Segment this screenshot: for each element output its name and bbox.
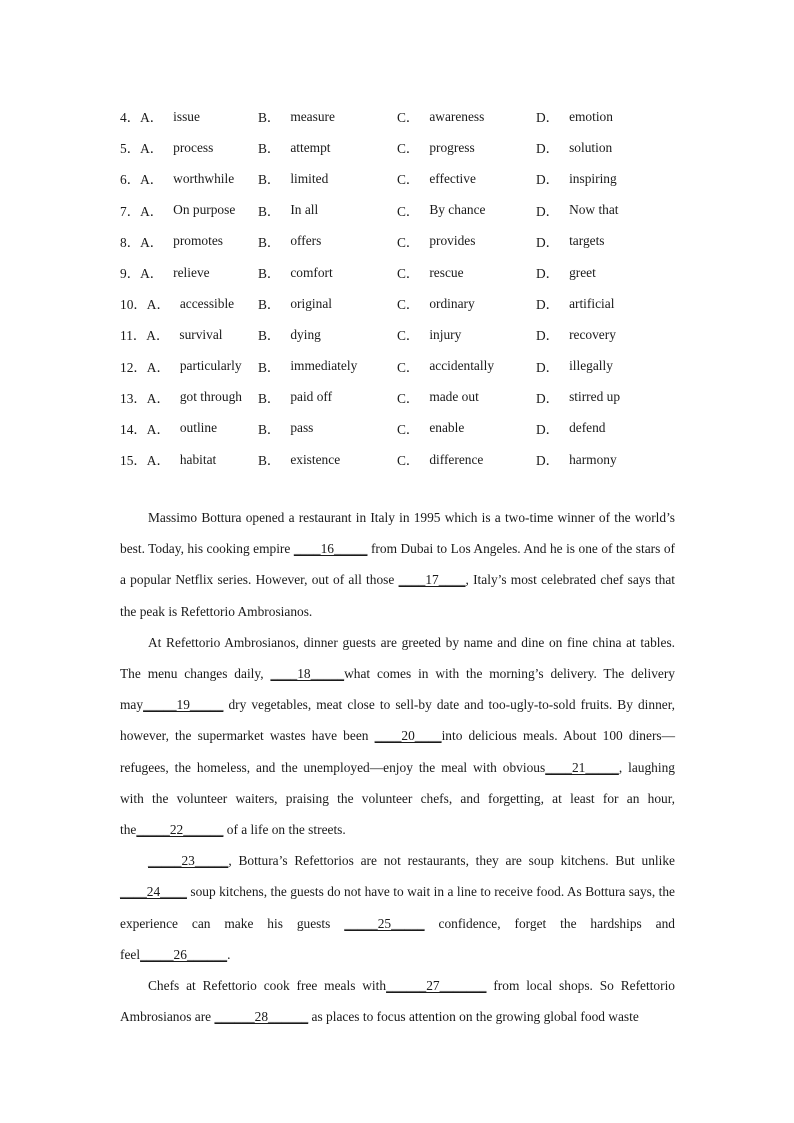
question-number: 10． bbox=[120, 297, 147, 313]
blank-17: ____17____ bbox=[398, 572, 466, 588]
option-letter: C． bbox=[397, 453, 420, 469]
option-letter: D． bbox=[536, 203, 560, 219]
option-text: ordinary bbox=[429, 295, 475, 311]
option-letter: D． bbox=[536, 266, 560, 282]
option-a bbox=[120, 325, 258, 344]
option-text: immediately bbox=[290, 358, 358, 374]
option-letter: D． bbox=[536, 421, 560, 437]
passage-text: Massimo Bottura opened a restaurant in Italy in 1995 which is a two-time winner of the world’s best. Today, his cooking empire bbox=[120, 510, 675, 557]
option-letter: C． bbox=[397, 390, 420, 406]
option-text: awareness bbox=[429, 108, 485, 124]
blank-21: ____21_____ bbox=[545, 759, 619, 775]
option-text: habitat bbox=[179, 451, 217, 467]
option-b bbox=[258, 138, 397, 157]
option-letter: A． bbox=[146, 328, 170, 344]
option-letter: B． bbox=[258, 266, 281, 282]
option-a bbox=[120, 138, 258, 157]
question-row bbox=[120, 444, 680, 475]
option-letter: B． bbox=[258, 110, 281, 126]
option-letter: A． bbox=[140, 234, 164, 250]
option-letter: C． bbox=[397, 297, 420, 313]
option-text: greet bbox=[569, 264, 596, 280]
option-d bbox=[536, 232, 676, 251]
options-table bbox=[120, 101, 680, 475]
option-b bbox=[258, 325, 397, 344]
option-text: survival bbox=[179, 326, 223, 342]
question-row bbox=[120, 226, 680, 257]
blank-27: ______27_______ bbox=[386, 978, 487, 994]
passage-text: what comes in with the morning’s delivery. The delivery may bbox=[120, 666, 675, 713]
option-text: solution bbox=[569, 139, 613, 155]
option-letter: B． bbox=[258, 141, 281, 157]
option-text: emotion bbox=[569, 108, 613, 124]
option-letter: C． bbox=[397, 421, 420, 437]
passage-text: into delicious meals. About 100 diners—refugees, the homeless, and the unemployed—enjoy the meal with obvious bbox=[120, 728, 676, 775]
option-d bbox=[536, 294, 676, 313]
option-b bbox=[258, 294, 397, 313]
option-text: pass bbox=[290, 420, 314, 436]
cloze-passage bbox=[120, 502, 675, 1032]
option-c bbox=[397, 263, 536, 282]
option-letter: B． bbox=[258, 453, 281, 469]
option-a bbox=[120, 357, 258, 376]
option-c bbox=[397, 325, 536, 344]
option-text: original bbox=[290, 295, 332, 311]
question-row bbox=[120, 288, 680, 319]
option-letter: A． bbox=[140, 172, 164, 188]
question-row bbox=[120, 351, 680, 382]
option-letter: A． bbox=[146, 297, 170, 313]
option-text: offers bbox=[290, 233, 322, 249]
option-text: On purpose bbox=[173, 202, 236, 218]
option-d bbox=[536, 357, 676, 376]
option-text: recovery bbox=[569, 326, 616, 342]
blank-28: ______28______ bbox=[214, 1009, 309, 1025]
option-b bbox=[258, 232, 397, 251]
option-letter: B． bbox=[258, 203, 281, 219]
blank-20: ____20____ bbox=[374, 728, 442, 744]
option-text: existence bbox=[290, 451, 341, 467]
option-letter: B． bbox=[258, 328, 281, 344]
passage-text: , laughing with the volunteer waiters, praising the volunteer chefs, and forgetting, at least for an hour, the bbox=[120, 759, 675, 838]
option-text: dying bbox=[290, 326, 321, 342]
option-letter: A． bbox=[146, 421, 170, 437]
option-text: artificial bbox=[569, 295, 615, 311]
question-number: 11． bbox=[120, 328, 147, 344]
blank-18: ____18_____ bbox=[270, 666, 345, 682]
option-d bbox=[536, 263, 676, 282]
option-letter: D． bbox=[536, 141, 560, 157]
option-letter: A． bbox=[140, 203, 164, 219]
option-letter: B． bbox=[258, 390, 281, 406]
option-text: rescue bbox=[429, 264, 464, 280]
option-text: In all bbox=[290, 202, 319, 218]
option-text: provides bbox=[429, 233, 476, 249]
blank-24: ____24____ bbox=[120, 884, 187, 900]
option-text: issue bbox=[173, 108, 200, 124]
option-text: attempt bbox=[290, 139, 331, 155]
question-row bbox=[120, 195, 680, 226]
option-letter: C． bbox=[397, 359, 420, 375]
paragraph-3 bbox=[120, 845, 675, 970]
option-letter: A． bbox=[140, 141, 164, 157]
option-letter: D． bbox=[536, 110, 560, 126]
option-d bbox=[536, 325, 676, 344]
option-letter: D． bbox=[536, 297, 560, 313]
option-text: stirred up bbox=[569, 389, 621, 405]
option-b bbox=[258, 201, 397, 220]
question-number: 8． bbox=[120, 234, 141, 250]
paragraph-2 bbox=[120, 627, 675, 845]
option-c bbox=[397, 357, 536, 376]
option-letter: D． bbox=[536, 390, 560, 406]
question-number: 14． bbox=[120, 421, 147, 437]
option-b bbox=[258, 450, 397, 469]
option-letter: C． bbox=[397, 234, 420, 250]
option-letter: C． bbox=[397, 110, 420, 126]
blank-26: _____26______ bbox=[140, 946, 228, 962]
option-c bbox=[397, 138, 536, 157]
option-letter: B． bbox=[258, 359, 281, 375]
option-c bbox=[397, 107, 536, 126]
blank-22: _____22______ bbox=[136, 822, 224, 838]
option-a bbox=[120, 201, 258, 220]
option-text: accidentally bbox=[429, 358, 495, 374]
passage-text: , Bottura’s Refettorios are not restaurants, they are soup kitchens. But unlike bbox=[228, 853, 675, 869]
option-a bbox=[120, 419, 258, 438]
option-letter: D． bbox=[536, 453, 560, 469]
question-number: 15． bbox=[120, 453, 147, 469]
option-text: paid off bbox=[290, 389, 333, 405]
question-row bbox=[120, 382, 680, 413]
option-b bbox=[258, 169, 397, 188]
option-letter: D． bbox=[536, 359, 560, 375]
option-text: targets bbox=[569, 233, 605, 249]
option-c bbox=[397, 450, 536, 469]
passage-text: as places to focus attention on the growing global food waste bbox=[308, 1009, 639, 1025]
option-text: Now that bbox=[569, 202, 619, 218]
option-c bbox=[397, 169, 536, 188]
option-a bbox=[120, 232, 258, 251]
question-row bbox=[120, 132, 680, 163]
option-letter: D． bbox=[536, 172, 560, 188]
option-a bbox=[120, 294, 258, 313]
question-number: 9． bbox=[120, 266, 141, 282]
option-a bbox=[120, 107, 258, 126]
blank-23: _____23_____ bbox=[148, 853, 229, 869]
passage-text: Chefs at Refettorio cook free meals with bbox=[148, 978, 387, 994]
option-a bbox=[120, 263, 258, 282]
passage-text: dry vegetables, meat close to sell-by date and too-ugly-to-sold fruits. By dinner, however, the supermarket wastes have been bbox=[120, 697, 675, 744]
option-letter: A． bbox=[146, 390, 170, 406]
option-letter: C． bbox=[397, 328, 420, 344]
question-row bbox=[120, 101, 680, 132]
option-d bbox=[536, 201, 676, 220]
option-text: outline bbox=[179, 420, 218, 436]
option-text: progress bbox=[429, 139, 475, 155]
option-letter: D． bbox=[536, 328, 560, 344]
option-c bbox=[397, 388, 536, 407]
option-c bbox=[397, 419, 536, 438]
paragraph-4 bbox=[120, 970, 675, 1032]
passage-text: confidence, forget the hardships and feel bbox=[120, 915, 676, 962]
option-letter: C． bbox=[397, 141, 420, 157]
passage-text: of a life on the streets. bbox=[223, 822, 346, 838]
option-letter: C． bbox=[397, 203, 420, 219]
option-b bbox=[258, 263, 397, 282]
option-b bbox=[258, 419, 397, 438]
option-d bbox=[536, 107, 676, 126]
option-text: injury bbox=[429, 326, 462, 342]
option-text: defend bbox=[569, 420, 606, 436]
question-number: 12． bbox=[120, 359, 147, 375]
question-row bbox=[120, 319, 680, 350]
option-letter: A． bbox=[140, 266, 164, 282]
option-letter: C． bbox=[397, 172, 420, 188]
option-text: made out bbox=[429, 389, 479, 405]
option-c bbox=[397, 232, 536, 251]
option-a bbox=[120, 388, 258, 407]
option-text: relieve bbox=[173, 264, 210, 280]
option-d bbox=[536, 388, 676, 407]
option-d bbox=[536, 419, 676, 438]
blank-25: _____25_____ bbox=[344, 915, 425, 931]
blank-16: ____16_____ bbox=[293, 541, 368, 557]
question-number: 7． bbox=[120, 203, 141, 219]
option-a bbox=[120, 450, 258, 469]
option-text: worthwhile bbox=[173, 170, 235, 186]
option-letter: B． bbox=[258, 234, 281, 250]
question-row bbox=[120, 257, 680, 288]
option-b bbox=[258, 357, 397, 376]
option-b bbox=[258, 107, 397, 126]
option-b bbox=[258, 388, 397, 407]
option-text: process bbox=[173, 139, 214, 155]
option-c bbox=[397, 294, 536, 313]
option-text: effective bbox=[429, 170, 476, 186]
question-number: 6． bbox=[120, 172, 141, 188]
option-letter: D． bbox=[536, 234, 560, 250]
passage-text: from Dubai to Los Angeles. And he is one of the stars of a popular Netflix series. However, out of all those bbox=[120, 541, 675, 588]
option-letter: A． bbox=[146, 359, 170, 375]
option-text: illegally bbox=[569, 358, 613, 374]
option-text: enable bbox=[429, 420, 465, 436]
option-letter: C． bbox=[397, 266, 420, 282]
question-row bbox=[120, 413, 680, 444]
option-text: By chance bbox=[429, 202, 486, 218]
option-text: harmony bbox=[569, 451, 617, 467]
question-number: 13． bbox=[120, 390, 147, 406]
question-row bbox=[120, 163, 680, 194]
option-letter: A． bbox=[140, 110, 164, 126]
option-text: inspiring bbox=[569, 170, 617, 186]
passage-text: At Refettorio Ambrosianos, dinner guests are greeted by name and dine on fine china at tables. The menu changes daily, bbox=[120, 634, 675, 682]
option-text: difference bbox=[429, 451, 484, 467]
question-number: 4． bbox=[120, 110, 141, 126]
option-letter: B． bbox=[258, 172, 281, 188]
option-d bbox=[536, 450, 676, 469]
option-d bbox=[536, 169, 676, 188]
option-letter: A． bbox=[146, 453, 170, 469]
question-number: 5． bbox=[120, 141, 141, 157]
passage-text: , Italy’s most celebrated chef says that the peak is Refettorio Ambrosianos. bbox=[120, 572, 675, 619]
option-c bbox=[397, 201, 536, 220]
option-letter: B． bbox=[258, 421, 281, 437]
option-text: particularly bbox=[179, 358, 242, 374]
option-letter: B． bbox=[258, 297, 281, 313]
option-text: accessible bbox=[179, 295, 235, 311]
option-text: measure bbox=[290, 108, 335, 124]
option-a bbox=[120, 169, 258, 188]
option-text: got through bbox=[179, 389, 242, 405]
passage-text: soup kitchens, the guests do not have to wait in a line to receive food. As Bottura says, the experience can make his guests bbox=[120, 884, 675, 931]
blank-19: _____19_____ bbox=[143, 697, 224, 713]
paragraph-1 bbox=[120, 502, 675, 627]
option-text: promotes bbox=[173, 233, 223, 249]
option-d bbox=[536, 138, 676, 157]
option-text: comfort bbox=[290, 264, 333, 280]
option-text: limited bbox=[290, 170, 329, 186]
passage-text: from local shops. So Refettorio Ambrosianos are bbox=[120, 978, 675, 1025]
passage-text: . bbox=[227, 946, 231, 962]
